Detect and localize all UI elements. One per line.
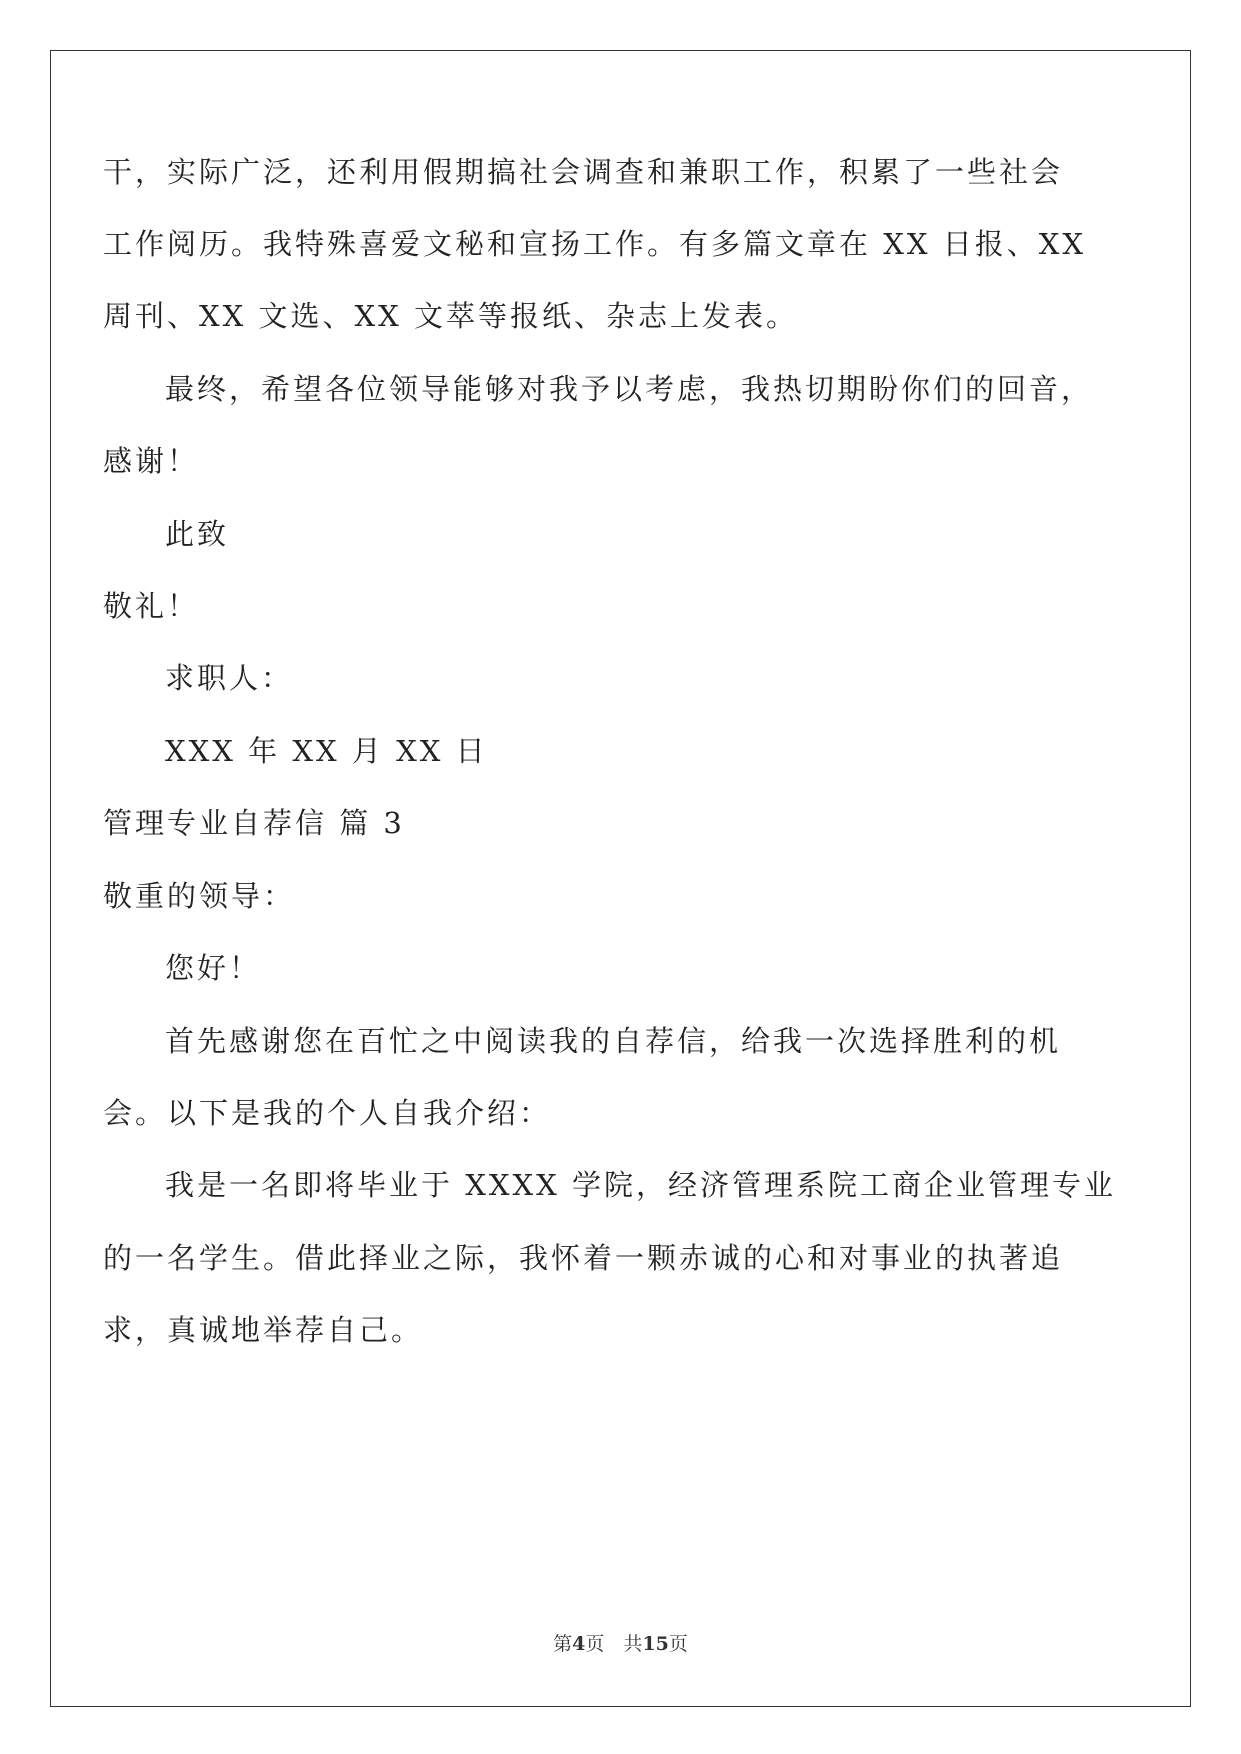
- page-number-suffix: 页: [668, 1633, 688, 1655]
- paragraph-line: 最终，希望各位领导能够对我予以考虑，我热切期盼你们的回音，: [165, 372, 1094, 406]
- page-number: [0, 1629, 1241, 1656]
- page-number-middle: 页 共: [585, 1633, 643, 1655]
- paragraph-line: 干，实际广泛，还利用假期搞社会调查和兼职工作，积累了一些社会: [103, 155, 1064, 189]
- page-number-prefix: 第: [553, 1633, 573, 1655]
- closing-salutation: 此致: [165, 517, 230, 551]
- paragraph-line: 首先感谢您在百忙之中阅读我的自荐信，给我一次选择胜利的机: [165, 1024, 1062, 1058]
- paragraph-line: 求，真诚地举荐自己。: [103, 1313, 424, 1347]
- current-page: 4: [572, 1633, 586, 1655]
- date-line: XXX 年 XX 月 XX 日: [165, 734, 488, 768]
- total-pages: 15: [642, 1633, 669, 1655]
- paragraph-line: 周刊、XX 文选、XX 文萃等报纸、杂志上发表。: [103, 299, 799, 333]
- greeting: 敬重的领导：: [103, 879, 296, 913]
- signature-label: 求职人：: [165, 661, 294, 695]
- section-heading: 管理专业自荐信 篇 3: [103, 806, 405, 840]
- closing-salutation: 敬礼！: [103, 589, 200, 623]
- paragraph-line: 感谢！: [103, 444, 200, 478]
- paragraph-line: 会。以下是我的个人自我介绍：: [103, 1096, 552, 1130]
- paragraph-line: 工作阅历。我特殊喜爱文秘和宣扬工作。有多篇文章在 XX 日报、XX: [103, 227, 1087, 261]
- greeting: 您好！: [165, 951, 262, 985]
- paragraph-line: 的一名学生。借此择业之际，我怀着一颗赤诚的心和对事业的执著追: [103, 1241, 1064, 1275]
- paragraph-line: 我是一名即将毕业于 XXXX 学院，经济管理系院工商企业管理专业: [165, 1168, 1117, 1202]
